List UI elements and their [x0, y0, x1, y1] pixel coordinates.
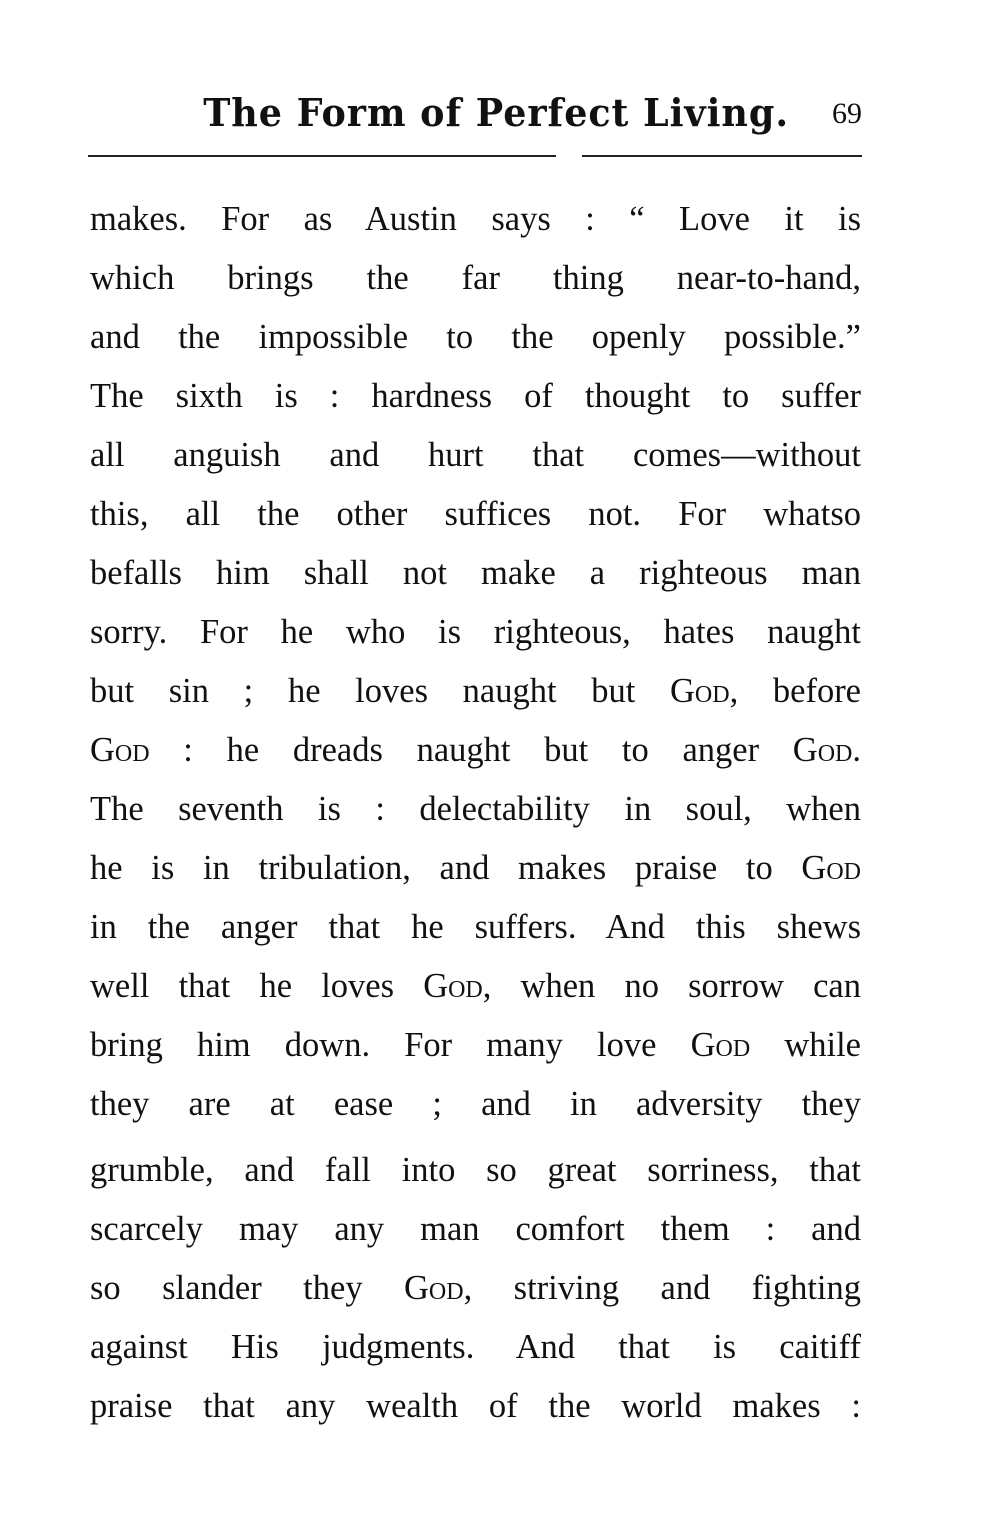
text-line-1: makes. For as Austin says : “ Love it is — [90, 200, 861, 238]
text-line-11: The seventh is : delectability in soul, when — [90, 790, 861, 828]
text-line-15: bring him down. For many love God while — [90, 1026, 861, 1064]
small-caps-god: God — [801, 849, 861, 887]
text-line-18: scarcely may any man comfort them : and — [90, 1210, 861, 1248]
small-caps-god: God — [90, 731, 150, 769]
text-line-5: all anguish and hurt that comes—without — [90, 436, 861, 474]
text-line-6: this, all the other suffices not. For whatso — [90, 495, 861, 533]
small-caps-god: God — [423, 967, 483, 1005]
text-line-21: praise that any wealth of the world makes : — [90, 1387, 861, 1425]
text-line-4: The sixth is : hardness of thought to suffer — [90, 377, 861, 415]
text-line-10: God : he dreads naught but to anger God. — [90, 731, 861, 769]
text-line-7: befalls him shall not make a righteous man — [90, 554, 861, 592]
text-line-13: in the anger that he suffers. And this shews — [90, 908, 861, 946]
small-caps-god: God — [792, 731, 853, 769]
small-caps-god: God — [670, 672, 730, 710]
text-line-12: he is in tribulation, and makes praise to God — [90, 849, 861, 887]
small-caps-god: God — [690, 1026, 751, 1064]
running-title: The Form of Perfect Living. — [203, 90, 790, 135]
header-rule-left — [88, 155, 556, 157]
text-line-14: well that he loves God, when no sorrow can — [90, 967, 861, 1005]
running-head — [90, 88, 862, 138]
text-line-16: they are at ease ; and in adversity they — [90, 1085, 861, 1123]
text-line-20: against His judgments. And that is caitiff — [90, 1328, 861, 1366]
text-line-3: and the impossible to the openly possible.” — [90, 318, 861, 356]
text-line-19: so slander they God, striving and fighting — [90, 1269, 861, 1307]
small-caps-god: God — [404, 1269, 464, 1307]
text-line-2: which brings the far thing near-to-hand, — [90, 259, 861, 297]
page-number: 69 — [832, 97, 862, 130]
text-line-8: sorry. For he who is righteous, hates naught — [90, 613, 861, 651]
body-text — [90, 190, 861, 1436]
header-rule-right — [582, 155, 862, 157]
text-line-17: grumble, and fall into so great sorriness, that — [90, 1151, 861, 1189]
text-line-9: but sin ; he loves naught but God, before — [90, 672, 861, 710]
